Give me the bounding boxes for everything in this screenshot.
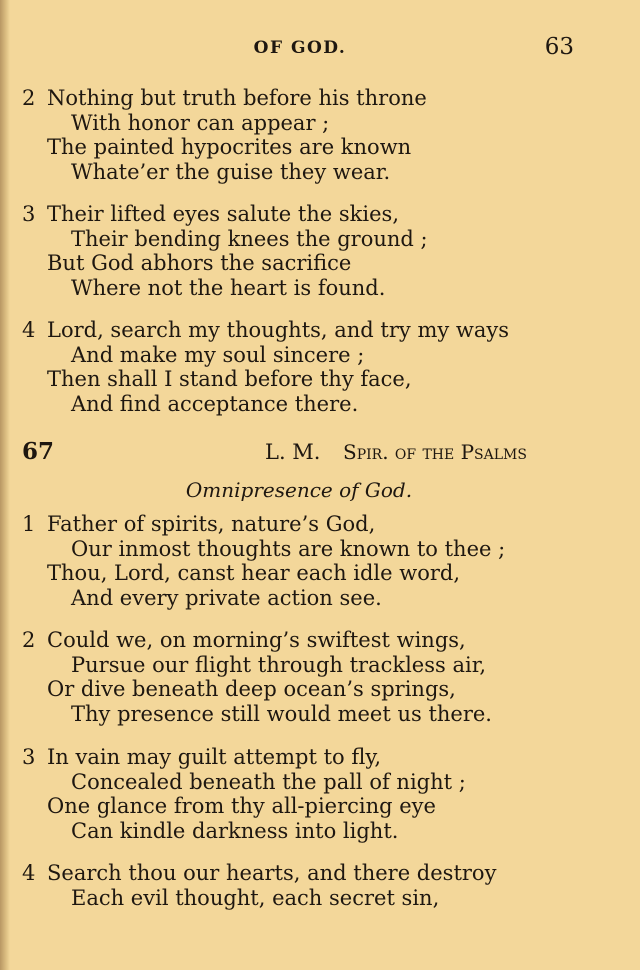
stanza-number: 4 <box>22 318 36 342</box>
line-text: Lord, search my thoughts, and try my ways <box>47 318 510 342</box>
stanza <box>22 861 597 910</box>
verse-line: Concealed beneath the pall of night ; <box>71 769 466 794</box>
verse-line: Whate’er the guise they wear. <box>71 159 391 184</box>
verse-line: Then shall I stand before thy face, <box>47 367 412 391</box>
verse-line: Or dive beneath deep ocean’s springs, <box>47 677 456 701</box>
verse-line: Thou, Lord, canst hear each idle word, <box>47 561 461 585</box>
line-text: Search thou our hearts, and there destroy <box>47 861 497 885</box>
verse-line: One glance from thy all-piercing eye <box>47 794 436 818</box>
running-header: OF GOD. <box>253 38 347 58</box>
verse-line: Their bending knees the ground ; <box>71 226 428 251</box>
verse-line <box>22 512 597 537</box>
stanza-number: 3 <box>22 202 36 226</box>
stanza <box>22 745 597 843</box>
verse-line <box>22 628 597 653</box>
verse-line: Each evil thought, each secret sin, <box>71 885 440 910</box>
line-text: In vain may guilt attempt to fly, <box>47 745 382 769</box>
stanza-number: 2 <box>22 86 36 110</box>
page-number: 63 <box>544 34 574 60</box>
verse-line <box>22 86 597 111</box>
verse-line: And find acceptance there. <box>71 391 359 416</box>
stanza <box>22 512 597 610</box>
stanza-number: 3 <box>22 745 36 769</box>
line-text: Father of spirits, nature’s God, <box>47 512 376 536</box>
verse-line <box>22 861 597 886</box>
hymn-number: 67 <box>22 438 55 465</box>
stanza <box>22 86 597 184</box>
hymn-header <box>22 438 577 468</box>
stanza-number: 1 <box>22 512 36 536</box>
line-text: Could we, on morning’s swiftest wings, <box>47 628 466 652</box>
verse-line <box>22 745 597 770</box>
stanza <box>22 628 597 726</box>
verse-line: With honor can appear ; <box>71 110 330 135</box>
stanza <box>22 318 597 416</box>
verse-line: The painted hypocrites are known <box>47 135 412 159</box>
verse-line: But God abhors the sacrifice <box>47 251 352 275</box>
stanza <box>22 202 597 300</box>
stanza-number: 4 <box>22 861 36 885</box>
hymn-title: Omnipresence of God. <box>185 478 413 502</box>
verse-line <box>22 202 597 227</box>
line-text: Nothing but truth before his throne <box>47 86 427 110</box>
verse-line: And make my soul sincere ; <box>71 342 365 367</box>
stanza-number: 2 <box>22 628 36 652</box>
verse-line: Our inmost thoughts are known to thee ; <box>71 536 506 561</box>
verse-line: Pursue our flight through trackless air, <box>71 652 487 677</box>
verse-line: Thy presence still would meet us there. <box>71 701 492 726</box>
verse-line: Where not the heart is found. <box>71 275 386 300</box>
line-text: Their lifted eyes salute the skies, <box>47 202 399 226</box>
hymn-meter: L. M. <box>265 440 321 464</box>
verse-line <box>22 318 597 343</box>
verse-line: And every private action see. <box>71 585 382 610</box>
hymn-source: Spir. of the Psalms <box>343 440 527 464</box>
verse-line: Can kindle darkness into light. <box>71 818 399 843</box>
